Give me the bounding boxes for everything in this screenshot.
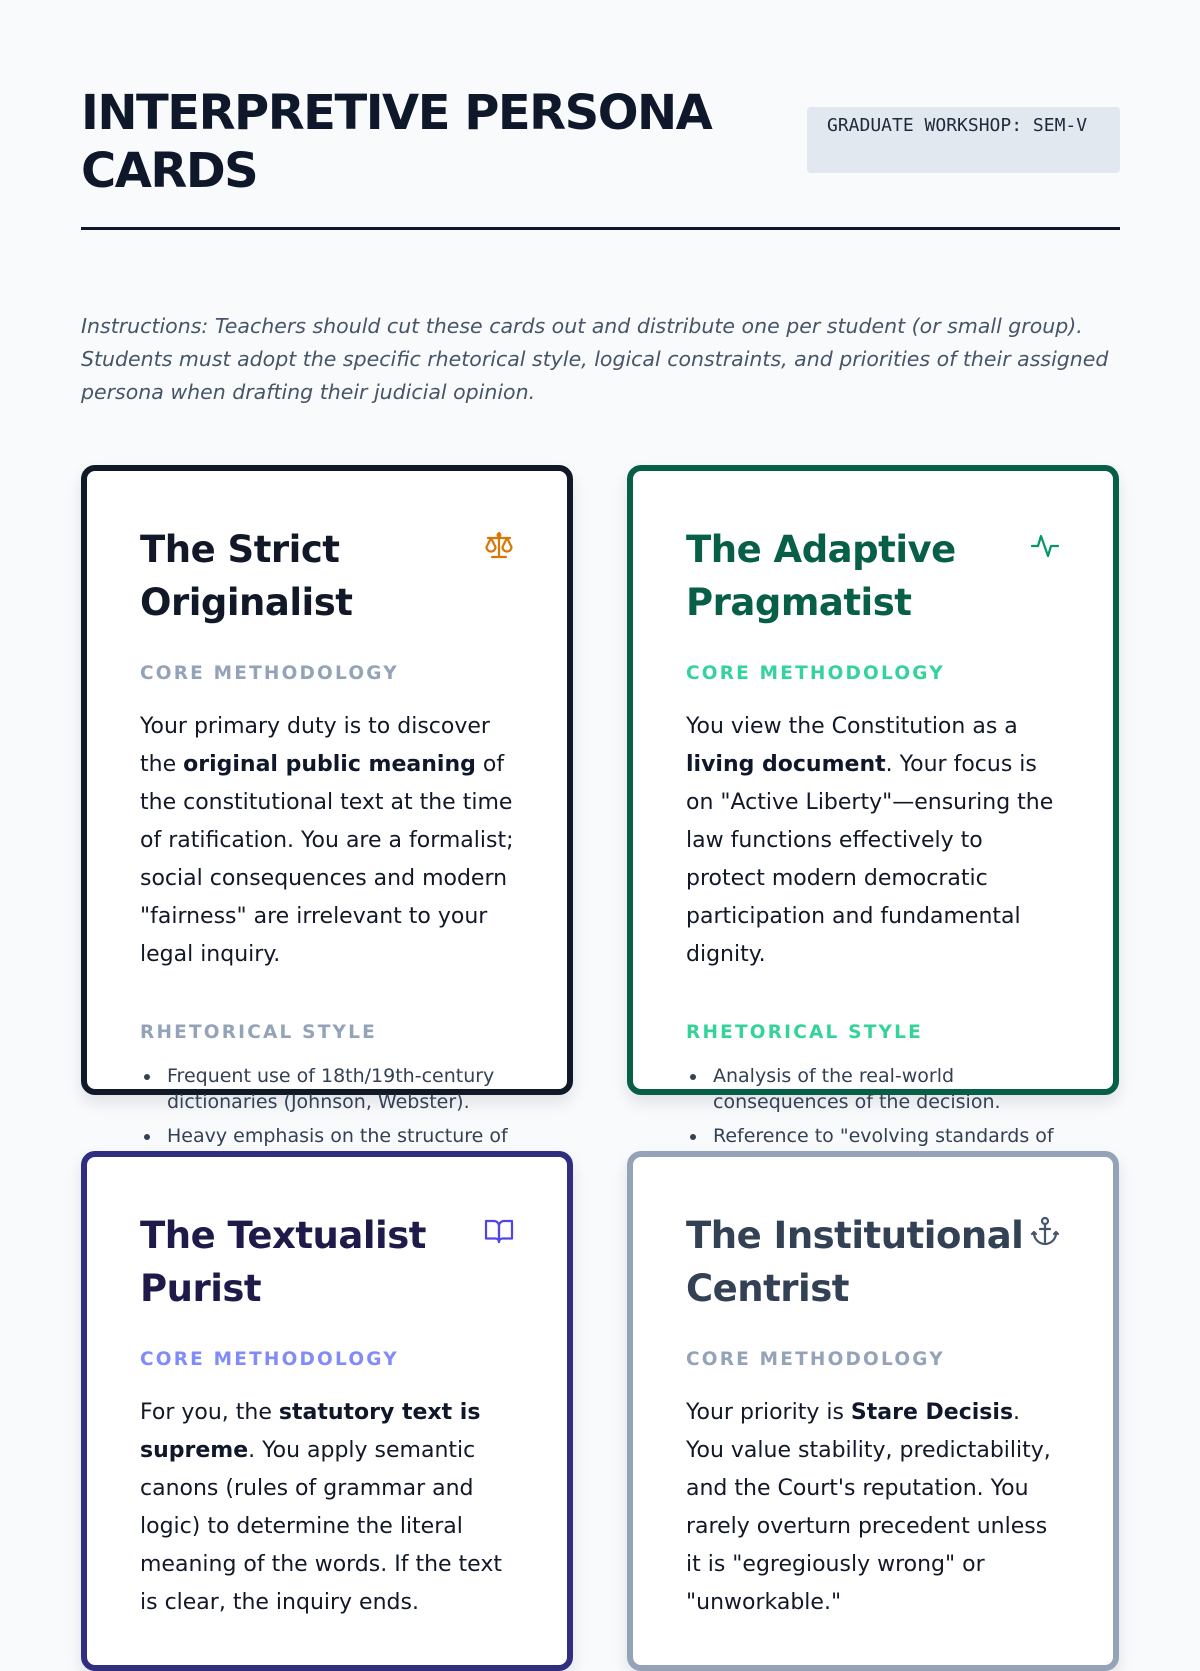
persona-card-adaptive-pragmatist (627, 465, 1119, 1147)
methodology-emphasis: statutory text is supreme (140, 1400, 481, 1463)
methodology-emphasis: living document (686, 752, 886, 777)
rhetorical-style-label: RHETORICAL STYLE (686, 1022, 923, 1043)
list-item: Analysis of the real-world consequences of the decision. (686, 1063, 1061, 1115)
scales-icon (483, 529, 515, 561)
core-methodology-label: CORE METHODOLOGY (140, 663, 399, 684)
core-methodology-label: CORE METHODOLOGY (686, 663, 945, 684)
anchor-icon (1029, 1215, 1061, 1247)
list-item: Reference to "evolving standards of (686, 1123, 1061, 1175)
persona-card-strict-originalist (81, 465, 573, 1147)
methodology-text: Your priority is Stare Decisis. You value stability, predictability, and the Court's reputation. You rarely overturn precedent unless it is "egregiously wrong" or "unworkable." (686, 1400, 1051, 1615)
persona-card-institutional-centrist (627, 1151, 1119, 1671)
methodology-text: You view the Constitution as a living document. Your focus is on "Active Liberty"—ensuring the law functions effectively to protect modern democratic participation and fundamental dignity. (686, 714, 1054, 967)
workshop-badge: GRADUATE WORKSHOP: SEM-V (807, 107, 1120, 173)
list-item: Frequent use of 18th/19th-century dictionaries (Johnson, Webster). (140, 1063, 515, 1115)
card-title: The Strict Originalist (140, 528, 353, 624)
page (81, 0, 1120, 1615)
persona-card-textualist-purist (81, 1151, 573, 1671)
methodology-emphasis: original public meaning (183, 752, 476, 777)
core-methodology-label: CORE METHODOLOGY (140, 1349, 399, 1370)
open-book-icon (483, 1215, 515, 1247)
activity-icon (1029, 529, 1061, 561)
card-title: The Adaptive Pragmatist (686, 528, 956, 624)
core-methodology-label: CORE METHODOLOGY (686, 1349, 945, 1370)
instructions-text: Instructions: Teachers should cut these cards out and distribute one per student (or small group). Students must adopt the specific rhetorical style, logical constraints, and priorities of their assigned persona when drafting their judicial opinion. (81, 314, 1109, 404)
list-item: Heavy emphasis on the structure of (140, 1123, 515, 1175)
page-header (81, 78, 1120, 230)
card-title: The Textualist Purist (140, 1214, 426, 1310)
card-title: The Institutional Centrist (686, 1214, 1024, 1310)
methodology-text: Your primary duty is to discover the original public meaning of the constitutional text at the time of ratification. You are a formalist; social consequences and modern "fairness" are irrelevant to your legal inquiry. (140, 714, 514, 967)
methodology-text: For you, the statutory text is supreme. You apply semantic canons (rules of grammar and logic) to determine the literal meaning of the words. If the text is clear, the inquiry ends. (140, 1400, 502, 1615)
rhetorical-style-label: RHETORICAL STYLE (140, 1022, 377, 1043)
page-title: INTERPRETIVE PERSONA CARDS (81, 85, 712, 199)
methodology-emphasis: Stare Decisis (850, 1400, 1014, 1425)
